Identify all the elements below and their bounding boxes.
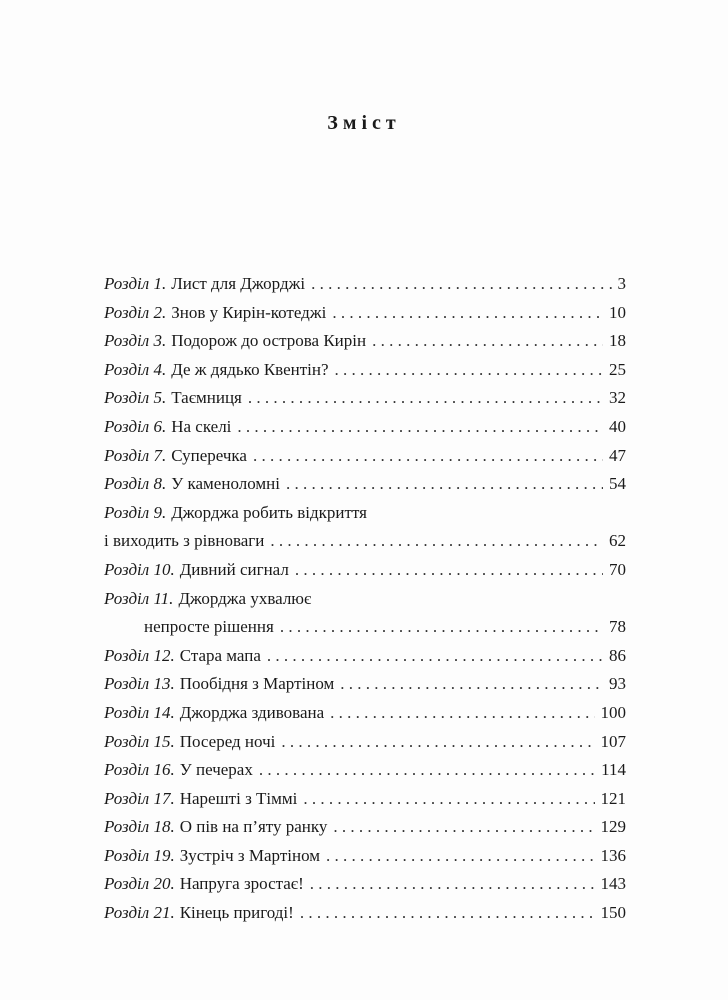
page-number: 47 — [609, 445, 626, 465]
chapter-number: Розділ 18. — [104, 817, 175, 837]
dot-leader — [340, 670, 603, 699]
chapter-title: Суперечка — [171, 445, 247, 465]
chapter-number: Розділ 2. — [104, 302, 167, 322]
page-number: 10 — [609, 302, 626, 322]
toc-line — [104, 299, 626, 328]
toc-entry — [104, 585, 626, 642]
chapter-title: Посеред ночі — [179, 731, 276, 751]
chapter-title: У печерах — [179, 760, 253, 780]
page-title: Зміст — [327, 112, 401, 134]
toc-entry — [104, 470, 626, 499]
toc-entry — [104, 327, 626, 356]
toc-line — [104, 699, 626, 728]
chapter-number: Розділ 3. — [104, 331, 167, 351]
dot-leader — [286, 470, 603, 499]
page-number: 86 — [609, 645, 626, 665]
toc-entry — [104, 299, 626, 328]
chapter-number: Розділ 5. — [104, 388, 167, 408]
toc-entry — [104, 556, 626, 585]
page-number: 93 — [609, 674, 626, 694]
chapter-title: Де ж дядько Квентін? — [171, 359, 329, 379]
page-number: 25 — [609, 359, 626, 379]
toc-line — [104, 842, 626, 871]
dot-leader — [248, 384, 603, 413]
chapter-title: Джорджа робить відкриття — [171, 502, 367, 522]
page-number: 136 — [600, 845, 626, 865]
toc-line — [104, 499, 626, 528]
chapter-title: Подорож до острова Кирін — [171, 331, 367, 351]
page-number: 121 — [600, 788, 626, 808]
dot-leader — [281, 728, 594, 757]
page-number: 78 — [609, 617, 626, 637]
page-number: 32 — [609, 388, 626, 408]
chapter-title: Кінець пригоді! — [179, 903, 294, 923]
page-number: 70 — [609, 559, 626, 579]
dot-leader — [303, 785, 594, 814]
toc-entry — [104, 270, 626, 299]
page-number: 54 — [609, 474, 626, 494]
dot-leader — [259, 756, 595, 785]
chapter-title: Джорджа ухвалює — [178, 588, 312, 608]
chapter-title-continuation: і виходить з рівноваги — [104, 531, 265, 551]
toc-line-continuation — [104, 613, 626, 642]
dot-leader — [372, 327, 603, 356]
page-number: 100 — [600, 702, 626, 722]
toc-line — [104, 327, 626, 356]
toc-entry — [104, 499, 626, 556]
toc-line — [104, 785, 626, 814]
toc-line — [104, 670, 626, 699]
page-number: 62 — [609, 531, 626, 551]
chapter-title: Стара мапа — [179, 645, 261, 665]
chapter-title: Лист для Джорджі — [171, 274, 306, 293]
chapter-number: Розділ 21. — [104, 903, 175, 923]
toc-line — [104, 556, 626, 585]
dot-leader — [326, 842, 594, 871]
chapter-number: Розділ 8. — [104, 474, 167, 494]
chapter-number: Розділ 9. — [104, 502, 167, 522]
toc-line — [104, 756, 626, 785]
chapter-number: Розділ 12. — [104, 645, 175, 665]
dot-leader — [237, 413, 603, 442]
toc-line — [104, 384, 626, 413]
toc-entry — [104, 642, 626, 671]
chapter-number: Розділ 19. — [104, 845, 175, 865]
dot-leader — [335, 356, 603, 385]
chapter-number: Розділ 7. — [104, 445, 167, 465]
toc-entry — [104, 670, 626, 699]
chapter-number: Розділ 15. — [104, 731, 175, 751]
table-of-contents — [104, 270, 626, 928]
page-number: 143 — [600, 874, 626, 894]
toc-line-continuation — [104, 527, 626, 556]
chapter-number: Розділ 17. — [104, 788, 175, 808]
chapter-title: Пообідня з Мартіном — [179, 674, 335, 694]
dot-leader — [280, 613, 603, 642]
dot-leader — [253, 442, 603, 471]
chapter-title: У каменоломні — [171, 474, 280, 494]
toc-entry — [104, 413, 626, 442]
page-number: 150 — [600, 903, 626, 923]
toc-line — [104, 585, 626, 614]
chapter-number: Розділ 11. — [104, 588, 174, 608]
chapter-number: Розділ 10. — [104, 559, 175, 579]
dot-leader — [267, 642, 603, 671]
chapter-number: Розділ 13. — [104, 674, 175, 694]
toc-entry — [104, 899, 626, 928]
dot-leader — [300, 899, 595, 928]
toc-entry — [104, 842, 626, 871]
page-number: 40 — [609, 416, 626, 436]
toc-line — [104, 728, 626, 757]
chapter-title: Дивний сигнал — [179, 559, 289, 579]
page-number: 129 — [600, 817, 626, 837]
dot-leader — [310, 870, 595, 899]
chapter-title: Таємниця — [171, 388, 242, 408]
toc-entry — [104, 728, 626, 757]
toc-entry — [104, 384, 626, 413]
toc-line — [104, 899, 626, 928]
chapter-number: Розділ 20. — [104, 874, 175, 894]
toc-line — [104, 870, 626, 899]
chapter-number: Розділ 1. — [104, 274, 167, 293]
chapter-title: Джорджа здивована — [179, 702, 325, 722]
toc-entry — [104, 442, 626, 471]
chapter-number: Розділ 4. — [104, 359, 167, 379]
toc-entry — [104, 870, 626, 899]
chapter-number: Розділ 16. — [104, 760, 175, 780]
chapter-title: Нарешті з Тіммі — [179, 788, 298, 808]
toc-entry — [104, 756, 626, 785]
toc-entry — [104, 813, 626, 842]
toc-entry — [104, 699, 626, 728]
chapter-title: На скелі — [171, 416, 232, 436]
toc-line — [104, 270, 626, 299]
toc-line — [104, 813, 626, 842]
dot-leader — [270, 527, 603, 556]
chapter-title: О пів на п’яту ранку — [179, 817, 328, 837]
chapter-title: Знов у Кирін-котеджі — [171, 302, 327, 322]
chapter-number: Розділ 6. — [104, 416, 167, 436]
toc-line — [104, 413, 626, 442]
chapter-title-continuation: непросте рішення — [144, 617, 274, 637]
chapter-number: Розділ 14. — [104, 702, 175, 722]
dot-leader — [311, 270, 611, 299]
page-number: 107 — [600, 731, 626, 751]
dot-leader — [330, 699, 594, 728]
toc-line — [104, 642, 626, 671]
page-number: 3 — [617, 274, 626, 293]
page-number: 18 — [609, 331, 626, 351]
chapter-title: Напруга зростає! — [179, 874, 304, 894]
toc-entry — [104, 785, 626, 814]
toc-line — [104, 356, 626, 385]
dot-leader — [333, 813, 594, 842]
toc-entry — [104, 356, 626, 385]
page-number: 114 — [601, 760, 626, 780]
dot-leader — [332, 299, 603, 328]
chapter-title: Зустріч з Мартіном — [179, 845, 321, 865]
dot-leader — [295, 556, 603, 585]
toc-line — [104, 470, 626, 499]
toc-line — [104, 442, 626, 471]
